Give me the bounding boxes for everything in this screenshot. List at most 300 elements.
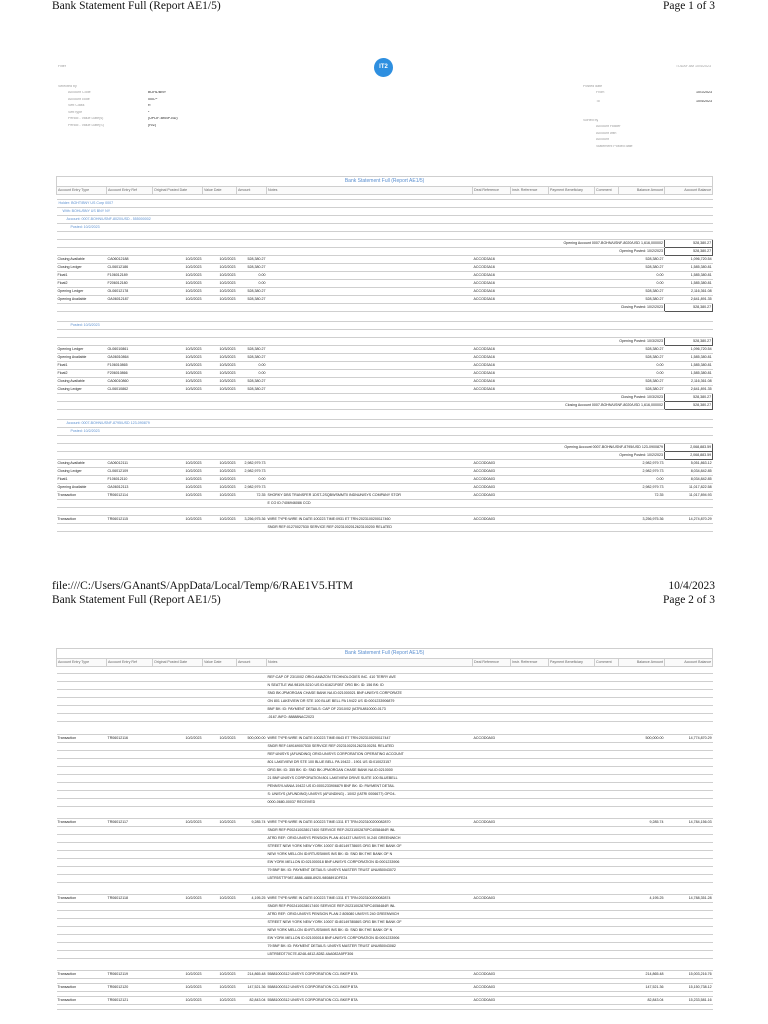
balance-amount: 4,195.25 (619, 895, 665, 903)
balance-amount: 528,380.27 (619, 256, 665, 264)
payment-beneficiary (549, 492, 595, 500)
original-posted-date (153, 935, 203, 943)
value-date: 10/3/2023 (203, 346, 237, 354)
notes: SND BK:JPMORGAN CHASE BANK NA ID:021000021 BNF:UNISYS CORPORATE (267, 690, 473, 698)
deal-reference (473, 759, 511, 767)
table-caption: Bank Statement Full (Report AE1/5) (57, 649, 713, 659)
deal-reference: ACCOD3A16 (473, 370, 511, 378)
notes (267, 264, 473, 272)
account-balance (665, 935, 713, 943)
deal-reference: ACCOD0A03 (473, 984, 511, 992)
instr-reference (511, 775, 549, 783)
summary-value: 528,380.27 (665, 338, 713, 346)
notes (267, 370, 473, 378)
comment (595, 997, 619, 1005)
deal-reference: ACCOD0A03 (473, 819, 511, 827)
entry-ref (107, 775, 153, 783)
balance-amount (619, 799, 665, 807)
entry-ref: F106012110 (107, 476, 153, 484)
notes (267, 386, 473, 394)
entry-ref (107, 682, 153, 690)
value-date (203, 706, 237, 714)
instr-reference (511, 674, 549, 682)
deal-reference (473, 927, 511, 935)
value-date (203, 759, 237, 767)
entry-row (57, 674, 713, 682)
value-date: 10/2/2023 (203, 819, 237, 827)
deal-reference (473, 919, 511, 927)
original-posted-date: 10/3/2023 (153, 362, 203, 370)
instr-reference (511, 971, 549, 979)
notes (267, 362, 473, 370)
entry-type (57, 867, 107, 875)
summary-value: 528,380.27 (665, 304, 713, 312)
entry-ref (107, 951, 153, 959)
payment-beneficiary (549, 288, 595, 296)
summary-label: Closing Posted: 10/2/2023 (57, 304, 665, 312)
it2-logo-icon: IT2 (374, 58, 393, 77)
entry-ref: F106010865 (107, 362, 153, 370)
instr-reference (511, 296, 549, 304)
payment-beneficiary (549, 997, 595, 1005)
entry-row (57, 256, 713, 264)
spacer-row (57, 330, 713, 338)
notes (267, 468, 473, 476)
instr-reference (511, 843, 549, 851)
entry-ref: F206012180 (107, 280, 153, 288)
original-posted-date (153, 791, 203, 799)
original-posted-date (153, 943, 203, 951)
posted-label: To (596, 100, 600, 103)
entry-ref: CL06012186 (107, 264, 153, 272)
value-date (203, 867, 237, 875)
notes: NEW YORK MELLON ID:IRTUSSMMS INS BK: ID: SND BK:THE BANK OF N (267, 927, 473, 935)
balance-amount: 147,521.36 (619, 984, 665, 992)
entry-row (57, 819, 713, 827)
notes: REF:CAP OF 23/10/02 ORIG:AMAZON TECHNOLOGIES INC. 410 TERRY AVE (267, 674, 473, 682)
value-date: 10/2/2023 (203, 288, 237, 296)
value-date (203, 743, 237, 751)
balance-amount (619, 875, 665, 883)
original-posted-date (153, 500, 203, 508)
amount: 0.00 (237, 370, 267, 378)
entry-row (57, 468, 713, 476)
deal-reference (473, 783, 511, 791)
balance-amount (619, 791, 665, 799)
amount (237, 799, 267, 807)
instr-reference (511, 851, 549, 859)
value-date (203, 903, 237, 911)
entry-ref: TR06012118 (107, 895, 153, 903)
entry-row (57, 524, 713, 532)
original-posted-date (153, 799, 203, 807)
entry-type: Transaction (57, 997, 107, 1005)
amount: 3,256,975.36 (237, 516, 267, 524)
comment (595, 903, 619, 911)
deal-reference (473, 698, 511, 706)
comment (595, 943, 619, 951)
deal-reference (473, 875, 511, 883)
amount (237, 775, 267, 783)
balance-amount (619, 951, 665, 959)
instr-reference (511, 783, 549, 791)
comment (595, 354, 619, 362)
notes: REF:UNISYS (AFUNDING) ORIG:UNISYS CORPORATION OPERATING ACCOUNT (267, 751, 473, 759)
amount: 528,380.27 (237, 296, 267, 304)
instr-reference (511, 492, 549, 500)
original-posted-date (153, 751, 203, 759)
instr-reference (511, 867, 549, 875)
entry-row (57, 296, 713, 304)
summary-row (57, 248, 713, 256)
entry-type: Float2 (57, 370, 107, 378)
account-balance: 14,774,870.29 (665, 735, 713, 743)
filter-value: (R/Z) (148, 123, 157, 127)
entry-type (57, 743, 107, 751)
comment (595, 759, 619, 767)
deal-reference: ACCOD0A03 (473, 971, 511, 979)
entry-row (57, 851, 713, 859)
instr-reference (511, 516, 549, 524)
payment-beneficiary (549, 903, 595, 911)
comment (595, 984, 619, 992)
payment-beneficiary (549, 971, 595, 979)
instr-reference (511, 895, 549, 903)
spacer-row (57, 807, 713, 819)
group-level-label: Account: 0007-BOHN/USNF-8020/USD - 555000002 (57, 216, 713, 224)
comment (595, 859, 619, 867)
spacer-cell (57, 312, 713, 322)
value-date: 10/2/2023 (203, 516, 237, 524)
account-balance (665, 859, 713, 867)
amount (237, 943, 267, 951)
value-date (203, 835, 237, 843)
value-date (203, 919, 237, 927)
deal-reference (473, 827, 511, 835)
comment (595, 971, 619, 979)
deal-reference (473, 743, 511, 751)
original-posted-date (153, 706, 203, 714)
instr-reference (511, 997, 549, 1005)
value-date (203, 775, 237, 783)
entry-type (57, 759, 107, 767)
entry-ref: F206010866 (107, 370, 153, 378)
payment-beneficiary (549, 859, 595, 867)
payment-beneficiary (549, 280, 595, 288)
payment-beneficiary (549, 827, 595, 835)
page1-title: Bank Statement Full (Report AE1/5) (52, 0, 221, 12)
original-posted-date (153, 827, 203, 835)
balance-amount: 2,982,979.73 (619, 468, 665, 476)
entry-ref (107, 791, 153, 799)
amount (237, 682, 267, 690)
deal-reference: ACCOD3A16 (473, 362, 511, 370)
entry-ref (107, 714, 153, 722)
entry-ref (107, 943, 153, 951)
spacer-row (57, 667, 713, 674)
instr-reference (511, 346, 549, 354)
balance-amount (619, 775, 665, 783)
spacer-row (57, 508, 713, 516)
amount: 0.00 (237, 362, 267, 370)
entry-row (57, 843, 713, 851)
instr-reference (511, 378, 549, 386)
column-header: Instr. Reference (511, 659, 549, 667)
filter-row (68, 98, 218, 105)
column-header: Amount (237, 659, 267, 667)
comment (595, 851, 619, 859)
comment (595, 362, 619, 370)
comment (595, 690, 619, 698)
account-balance (665, 682, 713, 690)
payment-beneficiary (549, 835, 595, 843)
balance-amount: 72.35 (619, 492, 665, 500)
entry-type (57, 791, 107, 799)
balance-amount (619, 524, 665, 532)
filter-label: Period - Value Date(s) (68, 117, 104, 121)
comment (595, 767, 619, 775)
notes: 55881000312 UNISYS CORPORATION CCL BKEP BTA (267, 997, 473, 1005)
balance-amount (619, 935, 665, 943)
entry-ref: F106012189 (107, 272, 153, 280)
payment-beneficiary (549, 783, 595, 791)
deal-reference (473, 791, 511, 799)
entry-type (57, 682, 107, 690)
notes: SNDR REF:01270027530 SERVICE REF:20231002012623100200 RELATED (267, 524, 473, 532)
original-posted-date (153, 911, 203, 919)
account-balance (665, 799, 713, 807)
entry-row (57, 997, 713, 1005)
amount (237, 859, 267, 867)
column-header: Notes (267, 659, 473, 667)
payment-beneficiary (549, 698, 595, 706)
value-date: 10/2/2023 (203, 476, 237, 484)
payment-beneficiary (549, 799, 595, 807)
value-date (203, 859, 237, 867)
amount (237, 783, 267, 791)
amount (237, 935, 267, 943)
entry-row (57, 827, 713, 835)
account-balance: 1,585,380.81 (665, 370, 713, 378)
account-balance (665, 851, 713, 859)
value-date (203, 943, 237, 951)
amount: 4,195.25 (237, 895, 267, 903)
comment (595, 799, 619, 807)
original-posted-date (153, 903, 203, 911)
entry-type (57, 698, 107, 706)
entry-type (57, 927, 107, 935)
account-balance (665, 783, 713, 791)
amount: 528,380.27 (237, 288, 267, 296)
entry-type: Closing Available (57, 256, 107, 264)
amount: 528,380.27 (237, 264, 267, 272)
balance-amount: 0.00 (619, 370, 665, 378)
amount: 2,982,979.73 (237, 468, 267, 476)
comment (595, 280, 619, 288)
entry-ref: CA06010860 (107, 378, 153, 386)
summary-row (57, 444, 713, 452)
payment-beneficiary (549, 378, 595, 386)
entry-type: Opening Available (57, 484, 107, 492)
summary-label: Closing Account 0007-BOHN/USNF-8020/USD 1,616,000002 (57, 402, 665, 410)
balance-amount: 0.00 (619, 280, 665, 288)
amount: 147,521.36 (237, 984, 267, 992)
value-date (203, 875, 237, 883)
balance-amount (619, 759, 665, 767)
entry-ref (107, 935, 153, 943)
posted-value: 10/1/2023 (696, 91, 712, 94)
value-date: 10/3/2023 (203, 370, 237, 378)
entry-type (57, 690, 107, 698)
comment (595, 272, 619, 280)
entry-row (57, 362, 713, 370)
account-balance: 8,034,842.85 (665, 476, 713, 484)
original-posted-date (153, 951, 203, 959)
payment-beneficiary (549, 476, 595, 484)
value-date: 10/2/2023 (203, 971, 237, 979)
amount (237, 524, 267, 532)
payment-beneficiary (549, 264, 595, 272)
notes: ATRD REF: ORIG:UNISYS PENSION PLAN 401437 UNISYS IV-240 GREENWICH (267, 835, 473, 843)
entry-type: Transaction (57, 516, 107, 524)
column-header: Account Entry Ref (107, 659, 153, 667)
account-balance: 14,274,870.29 (665, 516, 713, 524)
entry-ref (107, 843, 153, 851)
entry-row (57, 378, 713, 386)
print-date: 10/4/2023 (668, 580, 715, 592)
original-posted-date: 10/2/2023 (153, 984, 203, 992)
value-date: 10/2/2023 (203, 735, 237, 743)
group-level-label: Holder: BOHT/BNY US Corp 0007 (57, 200, 713, 208)
original-posted-date: 10/2/2023 (153, 484, 203, 492)
posted-date-label: Posted date (583, 85, 603, 88)
entry-row (57, 984, 713, 992)
instr-reference (511, 943, 549, 951)
column-header: Original Posted Date (153, 659, 203, 667)
page1-page-label: Page 1 of 3 (662, 0, 715, 12)
deal-reference (473, 674, 511, 682)
filter-label: Account Code (68, 91, 91, 94)
entry-row (57, 346, 713, 354)
original-posted-date: 10/2/2023 (153, 256, 203, 264)
instr-reference (511, 706, 549, 714)
amount (237, 500, 267, 508)
filter-value: R (148, 104, 151, 108)
payment-beneficiary (549, 362, 595, 370)
table-caption-row (57, 177, 713, 187)
group-level-row (57, 208, 713, 216)
payment-beneficiary (549, 867, 595, 875)
entry-ref: OL06010861 (107, 346, 153, 354)
account-balance (665, 827, 713, 835)
deal-reference (473, 706, 511, 714)
payment-beneficiary (549, 690, 595, 698)
notes: SNDR REF:169169007530 SERVICE REF:20231002012623100251 RELATED (267, 743, 473, 751)
notes (267, 256, 473, 264)
comment (595, 895, 619, 903)
value-date: 10/2/2023 (203, 895, 237, 903)
value-date: 10/2/2023 (203, 256, 237, 264)
comment (595, 256, 619, 264)
deal-reference: ACCOD3A16 (473, 296, 511, 304)
payment-beneficiary (549, 256, 595, 264)
spacer-row (57, 959, 713, 971)
deal-reference (473, 767, 511, 775)
notes (267, 476, 473, 484)
payment-beneficiary (549, 468, 595, 476)
entry-ref (107, 767, 153, 775)
sorted-by-list (596, 125, 712, 151)
filter-row (68, 124, 218, 131)
entry-row (57, 919, 713, 927)
value-date (203, 851, 237, 859)
payment-beneficiary (549, 843, 595, 851)
amount (237, 827, 267, 835)
group-level-row (57, 420, 713, 428)
payment-beneficiary (549, 791, 595, 799)
payment-beneficiary (549, 735, 595, 743)
payment-beneficiary (549, 759, 595, 767)
filter-row (68, 91, 218, 98)
balance-amount: 528,380.27 (619, 378, 665, 386)
account-balance: 5,051,863.12 (665, 460, 713, 468)
account-balance: 1,096,720.54 (665, 346, 713, 354)
group-level-label: With: BOHL/BNY US BNY NY (57, 208, 713, 216)
summary-row (57, 402, 713, 410)
entry-row (57, 911, 713, 919)
amount: 528,380.27 (237, 354, 267, 362)
original-posted-date: 10/2/2023 (153, 476, 203, 484)
comment (595, 682, 619, 690)
instr-reference (511, 288, 549, 296)
balance-amount: 528,380.27 (619, 354, 665, 362)
deal-reference: ACCOD3A16 (473, 378, 511, 386)
balance-amount (619, 911, 665, 919)
entry-type: Float1 (57, 362, 107, 370)
balance-amount: 528,380.27 (619, 288, 665, 296)
entry-ref: CA06012188 (107, 256, 153, 264)
filter-row (68, 117, 218, 124)
balance-amount (619, 743, 665, 751)
payment-beneficiary (549, 751, 595, 759)
entry-row (57, 943, 713, 951)
value-date (203, 843, 237, 851)
account-balance (665, 951, 713, 959)
filter-row (68, 104, 218, 111)
deal-reference: ACCOD0A03 (473, 997, 511, 1005)
entry-type (57, 706, 107, 714)
entry-type: Opening Available (57, 354, 107, 362)
amount (237, 927, 267, 935)
payment-beneficiary (549, 935, 595, 943)
spacer-row (57, 883, 713, 895)
value-date: 10/2/2023 (203, 984, 237, 992)
entry-row (57, 903, 713, 911)
amount (237, 951, 267, 959)
column-header: Original Posted Date (153, 187, 203, 195)
notes: ORG BK: ID: 355 BK: ID: SND BK:JPMORGAN CHASE BANK NA ID:0210000 (267, 767, 473, 775)
entry-ref (107, 851, 153, 859)
entry-row (57, 759, 713, 767)
posted-date-list (596, 91, 712, 109)
balance-amount (619, 714, 665, 722)
original-posted-date: 10/2/2023 (153, 971, 203, 979)
notes (267, 354, 473, 362)
spacer-cell (57, 959, 713, 971)
notes: PENNSYLVANIA 19422 US ID:0001233906879 BNF BK: ID: PAYMENT DETAIL (267, 783, 473, 791)
filter-value: 0007* (148, 97, 158, 101)
table-header-row (57, 659, 713, 667)
